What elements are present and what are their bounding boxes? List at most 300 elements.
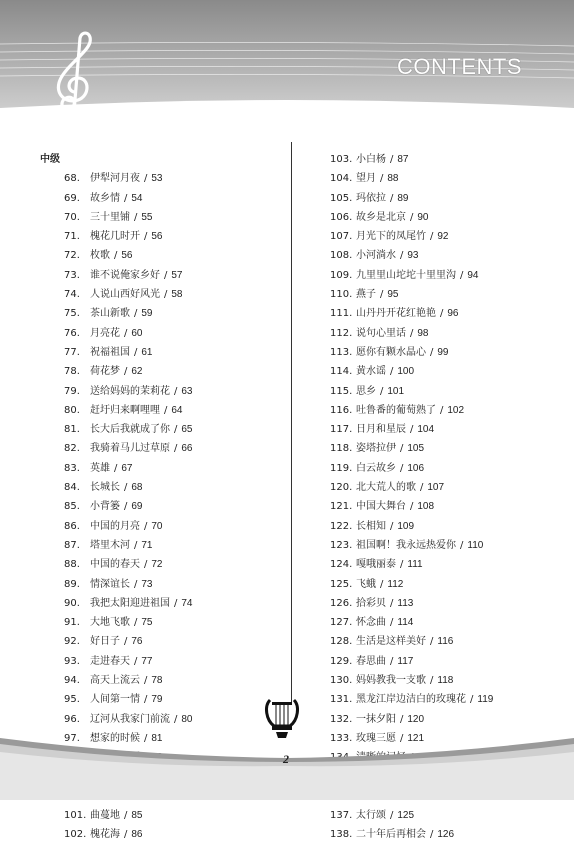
entry-page: 61 [141, 346, 153, 358]
toc-entry [40, 420, 290, 439]
entry-separator: / [164, 289, 168, 301]
entry-number: 126. [330, 597, 353, 609]
entry-separator: / [440, 308, 444, 320]
entry-title: 英雄 [90, 462, 110, 474]
entry-separator: / [144, 559, 148, 571]
entry-page: 114 [397, 617, 414, 629]
entry-page: 93 [407, 250, 419, 262]
toc-entry [330, 632, 570, 651]
entry-separator: / [124, 482, 128, 494]
toc-entry [40, 246, 290, 265]
entry-separator: / [410, 327, 414, 339]
entry-number: 133. [330, 732, 353, 744]
entry-title: 月光下的凤尾竹 [356, 231, 426, 243]
entry-number: 84. [64, 482, 80, 494]
entry-title: 茶山新歌 [90, 308, 130, 320]
toc-entry [330, 420, 570, 439]
entry-number: 79. [64, 385, 80, 397]
entry-page: 64 [171, 404, 183, 416]
toc-entry [40, 362, 290, 381]
entry-title: 愿你有颗水晶心 [356, 346, 426, 358]
toc-entry [40, 382, 290, 401]
entry-separator: / [460, 269, 464, 281]
entry-separator: / [144, 675, 148, 687]
entry-page: 92 [437, 231, 449, 243]
entry-title: 槐花几时开 [90, 231, 140, 243]
entry-number: 86. [64, 520, 80, 532]
entry-page: 57 [171, 269, 183, 281]
entry-page: 87 [397, 154, 409, 165]
toc-entry [330, 690, 570, 709]
entry-number: 128. [330, 636, 353, 648]
toc-entry [40, 439, 290, 458]
entry-page: 98 [417, 327, 429, 339]
entry-page: 69 [131, 501, 143, 513]
toc-entry [330, 150, 570, 169]
entry-page: 113 [397, 597, 414, 609]
toc-entry [40, 478, 290, 497]
entry-number: 101. [64, 810, 87, 822]
entry-page: 105 [407, 443, 425, 455]
toc-entry [40, 343, 290, 362]
entry-page: 56 [121, 250, 133, 262]
entry-title: 长大后我就成了你 [90, 424, 170, 436]
entry-page: 100 [397, 366, 415, 378]
toc-entry [330, 189, 570, 208]
entry-number: 129. [330, 655, 353, 667]
entry-separator: / [390, 597, 394, 609]
entry-title: 荷花梦 [90, 366, 120, 378]
entry-number: 117. [330, 424, 353, 436]
entry-page: 111 [407, 559, 423, 571]
entry-page: 126 [437, 829, 455, 841]
toc-entry [330, 806, 570, 825]
toc-entry [40, 806, 290, 825]
toc-entry [40, 555, 290, 574]
entry-page: 88 [387, 173, 399, 185]
entry-page: 99 [437, 346, 449, 358]
entry-separator: / [134, 308, 138, 320]
entry-title: 小白杨 [356, 154, 386, 165]
entry-number: 76. [64, 327, 80, 339]
entry-page: 66 [181, 443, 193, 455]
entry-number: 77. [64, 346, 80, 358]
toc-entry [40, 594, 290, 613]
entry-page: 117 [397, 655, 414, 667]
entry-title: 情深谊长 [90, 578, 130, 590]
entry-separator: / [390, 617, 394, 629]
entry-page: 109 [397, 520, 415, 532]
entry-title: 太行颂 [356, 810, 386, 822]
entry-title: 枚歌 [90, 250, 110, 262]
entry-separator: / [400, 713, 404, 725]
entry-title: 大地飞歌 [90, 617, 130, 629]
toc-entry [40, 227, 290, 246]
entry-separator: / [400, 559, 404, 571]
entry-page: 55 [141, 211, 153, 223]
entry-number: 123. [330, 539, 353, 551]
entry-title: 月亮花 [90, 327, 120, 339]
entry-separator: / [380, 385, 384, 397]
entry-separator: / [380, 578, 384, 590]
entry-number: 130. [330, 675, 353, 687]
entry-number: 112. [330, 327, 353, 339]
toc-entry [330, 555, 570, 574]
entry-title: 一抹夕阳 [356, 713, 396, 725]
entry-title: 九里里山坨坨十里里沟 [356, 269, 456, 281]
entry-number: 91. [64, 617, 80, 629]
entry-number: 73. [64, 269, 80, 281]
entry-title: 走进春天 [90, 655, 130, 667]
entry-number: 121. [330, 501, 353, 513]
toc-entry [330, 304, 570, 323]
lyre-icon [262, 696, 302, 740]
entry-page: 119 [477, 694, 494, 706]
entry-title: 飞蛾 [356, 578, 376, 590]
entry-number: 131. [330, 694, 353, 706]
entry-number: 127. [330, 617, 353, 629]
entry-page: 73 [141, 578, 153, 590]
entry-separator: / [400, 732, 404, 744]
entry-separator: / [440, 404, 444, 416]
toc-entry [330, 825, 570, 844]
entry-number: 103. [330, 154, 353, 165]
entry-number: 120. [330, 482, 353, 494]
entry-number: 75. [64, 308, 80, 320]
entry-separator: / [134, 211, 138, 223]
entry-page: 81 [151, 732, 163, 744]
entry-separator: / [390, 154, 394, 165]
entry-number: 74. [64, 289, 80, 301]
toc-entry [330, 169, 570, 188]
entry-title: 日月和星辰 [356, 424, 406, 436]
entry-separator: / [174, 385, 178, 397]
entry-separator: / [114, 250, 118, 262]
entry-separator: / [134, 655, 138, 667]
entry-separator: / [400, 443, 404, 455]
entry-title: 祝福祖国 [90, 346, 130, 358]
entry-number: 81. [64, 424, 80, 436]
entry-page: 120 [407, 713, 425, 725]
toc-entry [40, 169, 290, 188]
toc-entry [40, 690, 290, 709]
entry-title: 故乡情 [90, 192, 120, 204]
toc-entry [330, 208, 570, 227]
entry-number: 107. [330, 231, 353, 243]
entry-title: 中国大舞台 [356, 501, 406, 513]
entry-page: 79 [151, 694, 163, 706]
entry-title: 高天上流云 [90, 675, 140, 687]
toc-entry [330, 478, 570, 497]
entry-separator: / [174, 713, 178, 725]
entry-title: 山丹丹开花红艳艳 [356, 308, 436, 320]
toc-entry [330, 652, 570, 671]
entry-separator: / [420, 482, 424, 494]
entry-number: 72. [64, 250, 80, 262]
entry-separator: / [174, 424, 178, 436]
entry-number: 138. [330, 829, 353, 841]
toc-entry [330, 324, 570, 343]
entry-separator: / [144, 231, 148, 243]
entry-separator: / [430, 829, 434, 841]
entry-page: 90 [417, 211, 429, 223]
entry-page: 68 [131, 482, 143, 494]
entry-separator: / [134, 539, 138, 551]
entry-title: 三十里铺 [90, 211, 130, 223]
entry-number: 69. [64, 192, 80, 204]
entry-title: 北大荒人的歌 [356, 482, 416, 494]
entry-number: 83. [64, 462, 80, 474]
entry-separator: / [124, 829, 128, 841]
toc-entry [330, 594, 570, 613]
entry-number: 111. [330, 308, 353, 320]
entry-title: 春思曲 [356, 655, 386, 667]
entry-number: 116. [330, 404, 353, 416]
entry-page: 118 [437, 675, 454, 687]
entry-title: 小背篓 [90, 501, 120, 513]
entry-separator: / [460, 539, 464, 551]
toc-entry [330, 613, 570, 632]
toc-entry [330, 517, 570, 536]
entry-title: 嘎哦丽泰 [356, 559, 396, 571]
entry-page: 106 [407, 462, 425, 474]
toc-entry [330, 536, 570, 555]
entry-page: 108 [417, 501, 435, 513]
toc-entry [40, 208, 290, 227]
entry-separator: / [124, 810, 128, 822]
entry-separator: / [124, 366, 128, 378]
entry-number: 80. [64, 404, 80, 416]
toc-entry [40, 189, 290, 208]
entry-title: 故乡是北京 [356, 211, 406, 223]
entry-separator: / [390, 810, 394, 822]
entry-number: 95. [64, 694, 80, 706]
entry-title: 说句心里话 [356, 327, 406, 339]
entry-separator: / [470, 694, 474, 706]
entry-title: 长相知 [356, 520, 386, 532]
entry-page: 60 [131, 327, 143, 339]
entry-separator: / [164, 269, 168, 281]
entry-separator: / [144, 520, 148, 532]
entry-page: 110 [467, 539, 484, 551]
entry-number: 119. [330, 462, 353, 474]
entry-page: 101 [387, 385, 405, 397]
toc-entry [40, 652, 290, 671]
entry-title: 我把太阳迎进祖国 [90, 597, 170, 609]
toc-entry [40, 497, 290, 516]
entry-number: 110. [330, 289, 353, 301]
entry-title: 长城长 [90, 482, 120, 494]
entry-separator: / [390, 366, 394, 378]
entry-separator: / [124, 501, 128, 513]
entry-number: 124. [330, 559, 353, 571]
toc-entry [330, 362, 570, 381]
entry-title: 人间第一情 [90, 694, 140, 706]
entry-number: 96. [64, 713, 80, 725]
entry-number: 78. [64, 366, 80, 378]
entry-page: 112 [387, 578, 404, 590]
entry-separator: / [144, 173, 148, 185]
entry-number: 105. [330, 192, 353, 204]
entry-number: 137. [330, 810, 353, 822]
entry-number: 125. [330, 578, 353, 590]
entry-title: 祖国啊！我永远热爱你 [356, 539, 456, 551]
entry-separator: / [380, 173, 384, 185]
entry-title: 赶圩归来啊哩哩 [90, 404, 160, 416]
entry-number: 115. [330, 385, 353, 397]
entry-separator: / [390, 520, 394, 532]
entry-separator: / [124, 192, 128, 204]
treble-clef-icon [44, 28, 104, 118]
entry-page: 102 [447, 404, 465, 416]
entry-page: 71 [141, 539, 153, 551]
entry-title: 好日子 [90, 636, 120, 648]
toc-entry [330, 285, 570, 304]
entry-number: 68. [64, 173, 80, 185]
entry-number: 109. [330, 269, 353, 281]
entry-number: 71. [64, 231, 80, 243]
toc-entry [330, 343, 570, 362]
toc-entry [40, 285, 290, 304]
entry-title: 我骑着马儿过草原 [90, 443, 170, 455]
entry-separator: / [430, 346, 434, 358]
entry-number: 82. [64, 443, 80, 455]
entry-page: 72 [151, 559, 163, 571]
entry-title: 黄水谣 [356, 366, 386, 378]
toc-entry [330, 266, 570, 285]
entry-title: 妈妈教我一支歌 [356, 675, 426, 687]
entry-page: 54 [131, 192, 143, 204]
entry-page: 70 [151, 520, 163, 532]
entry-number: 89. [64, 578, 80, 590]
toc-entry [330, 439, 570, 458]
entry-separator: / [400, 462, 404, 474]
entry-page: 85 [131, 810, 143, 822]
entry-page: 86 [131, 829, 143, 841]
entry-page: 62 [131, 366, 143, 378]
entry-page: 59 [141, 308, 153, 320]
entry-separator: / [114, 462, 118, 474]
entry-separator: / [430, 231, 434, 243]
entry-separator: / [174, 597, 178, 609]
entry-title: 送给妈妈的茉莉花 [90, 385, 170, 397]
entry-title: 想家的时候 [90, 732, 140, 744]
entry-number: 113. [330, 346, 353, 358]
entry-title: 二十年后再相会 [356, 829, 426, 841]
entry-page: 104 [417, 424, 435, 436]
entry-page: 78 [151, 675, 163, 687]
entry-title: 槐花海 [90, 829, 120, 841]
entry-separator: / [174, 443, 178, 455]
entry-title: 玫瑰三愿 [356, 732, 396, 744]
entry-page: 116 [437, 636, 454, 648]
entry-page: 53 [151, 173, 163, 185]
toc-entry [40, 710, 290, 729]
entry-separator: / [134, 578, 138, 590]
entry-separator: / [164, 404, 168, 416]
section-label: 中级 [40, 154, 60, 165]
toc-entry [40, 401, 290, 420]
entry-separator: / [124, 327, 128, 339]
entry-title: 伊犁河月夜 [90, 173, 140, 185]
entry-page: 125 [397, 810, 415, 822]
toc-entry [330, 671, 570, 690]
entry-number: 94. [64, 675, 80, 687]
toc-entry [40, 459, 290, 478]
entry-title: 燕子 [356, 289, 376, 301]
entry-title: 生活是这样美好 [356, 636, 426, 648]
entry-separator: / [134, 617, 138, 629]
entry-page: 95 [387, 289, 399, 301]
contents-title: CONTENTS [397, 54, 522, 79]
entry-separator: / [430, 636, 434, 648]
entry-number: 108. [330, 250, 353, 262]
toc-entry [330, 401, 570, 420]
entry-number: 132. [330, 713, 353, 725]
page-number: 2 [283, 752, 289, 766]
entry-title: 望月 [356, 173, 376, 185]
entry-page: 80 [181, 713, 193, 725]
entry-page: 75 [141, 617, 153, 629]
entry-title: 塔里木河 [90, 539, 130, 551]
entry-page: 77 [141, 655, 153, 667]
toc-entry [40, 517, 290, 536]
toc-entry [330, 710, 570, 729]
entry-title: 吐鲁番的葡萄熟了 [356, 404, 436, 416]
entry-number: 97. [64, 732, 80, 744]
entry-page: 74 [181, 597, 193, 609]
entry-separator: / [380, 289, 384, 301]
toc-entry [40, 536, 290, 555]
entry-separator: / [134, 346, 138, 358]
entry-page: 67 [121, 462, 133, 474]
entry-separator: / [410, 424, 414, 436]
entry-number: 102. [64, 829, 87, 841]
book-page-curl [0, 738, 574, 800]
entry-title: 怀念曲 [356, 617, 386, 629]
entry-number: 118. [330, 443, 353, 455]
column-divider [291, 142, 292, 702]
entry-page: 56 [151, 231, 163, 243]
entry-separator: / [144, 694, 148, 706]
toc-entry [330, 382, 570, 401]
entry-separator: / [410, 211, 414, 223]
entry-number: 93. [64, 655, 80, 667]
entry-number: 88. [64, 559, 80, 571]
entry-page: 76 [131, 636, 143, 648]
entry-title: 黑龙江岸边洁白的玫瑰花 [356, 694, 466, 706]
toc-entry [330, 497, 570, 516]
entry-title: 思乡 [356, 385, 376, 397]
entry-number: 87. [64, 539, 80, 551]
toc-entry [40, 825, 290, 844]
entry-page: 94 [467, 269, 479, 281]
toc-entry [40, 613, 290, 632]
entry-separator: / [430, 675, 434, 687]
entry-page: 96 [447, 308, 459, 320]
entry-number: 104. [330, 173, 353, 185]
entry-number: 92. [64, 636, 80, 648]
entry-number: 90. [64, 597, 80, 609]
entry-title: 玛依拉 [356, 192, 386, 204]
entry-separator: / [390, 655, 394, 667]
entry-page: 58 [171, 289, 183, 301]
entry-title: 中国的春天 [90, 559, 140, 571]
entry-page: 121 [407, 732, 425, 744]
toc-entry [330, 227, 570, 246]
toc-entry [40, 324, 290, 343]
entry-page: 107 [427, 482, 445, 494]
